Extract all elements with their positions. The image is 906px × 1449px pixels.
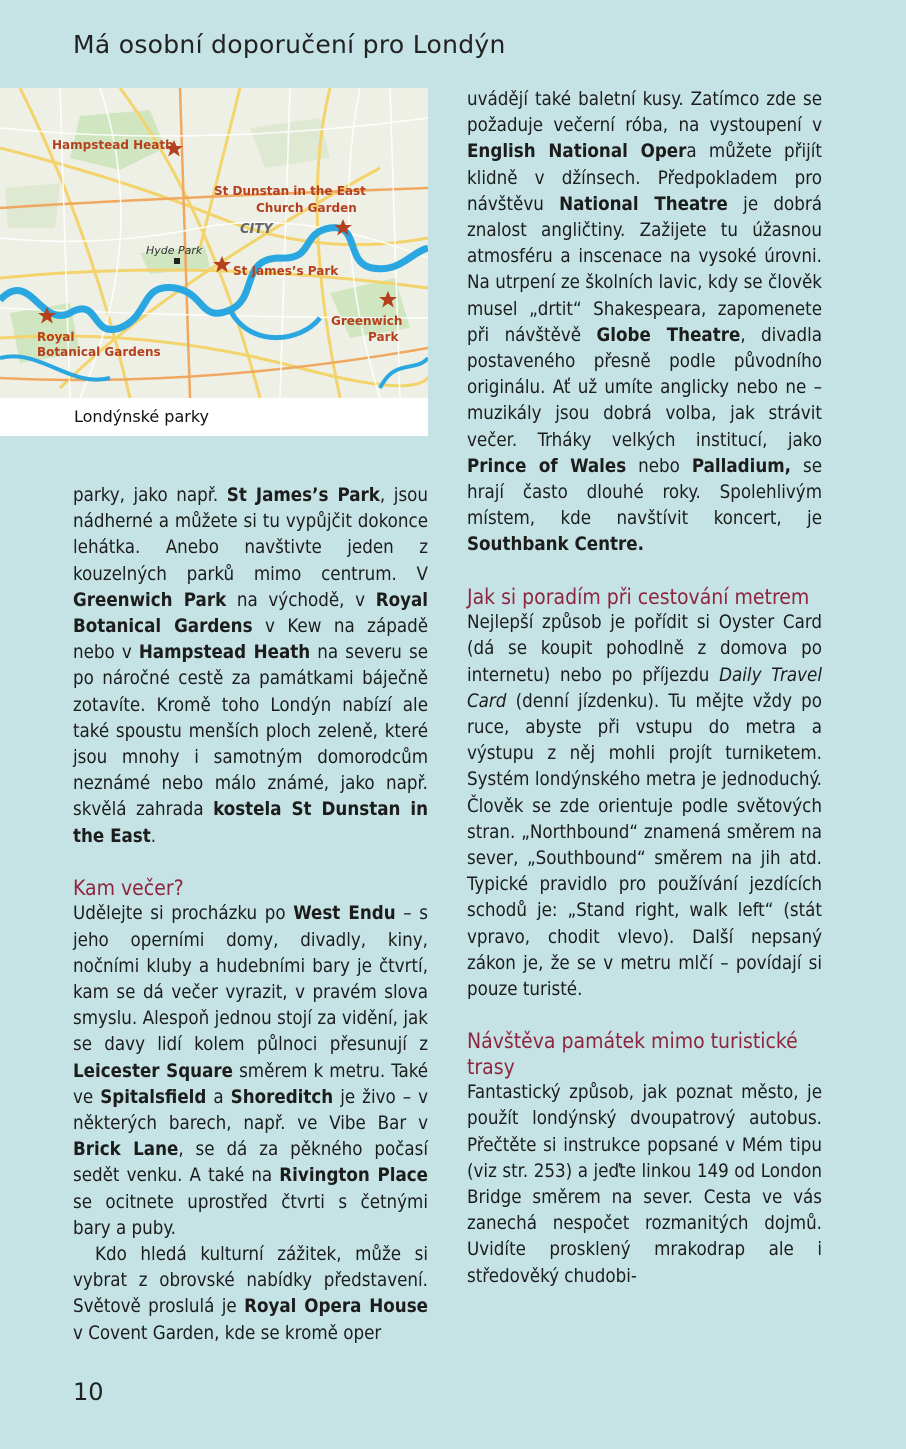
text-run: a můžete přijít klidně v džínsech. Předpokladem pro návštěvu [467,141,822,215]
bold-term: National Theatre [559,193,728,215]
right-column [467,87,822,1290]
bold-term: Hampstead Heath [138,642,311,664]
text-run: , jsou nádherné a můžete si tu vypůjčit dokonce lehátka. Anebo navštivte jeden z kouzelných parků mimo centrum. V [73,485,428,585]
text-run: a [206,1086,231,1108]
bold-term: Leicester Square [73,1060,233,1082]
bold-term: Palladium, [691,455,792,477]
text-run: se ocitnete uprostřed čtvrti s četnými bary a puby. [73,1191,428,1239]
london-parks-map [0,88,428,436]
text-run: , divadla postaveného přesně podle původního originálu. Ať už umíte anglicky nebo ne – muzikály jsou dobrá volba, jak strávit večer. Trháky velkých institucí, jako [467,324,822,451]
map-label-dunstan: St Dunstan in the East [214,184,366,198]
bold-term: Royal Botanical Gardens [73,589,428,638]
text-run: Udělejte si procházku po [73,903,294,925]
bold-term: St James’s Park [226,485,380,506]
map-graphic [0,88,428,436]
bold-term: Globe Theatre [596,324,741,346]
bold-term: kostela St Dunstan in the East [73,799,429,847]
bold-term: Spitalsfield [100,1086,207,1108]
italic-term: Daily Travel Card [467,664,822,712]
paragraph-sights [467,1080,822,1290]
text-run: . [150,825,157,847]
bold-term: English National Oper [467,141,687,163]
paragraph-metro [467,610,822,1003]
bold-term: Brick Lane [73,1139,179,1161]
text-run: Fantastický způsob, jak poznat město, je použít londýnský dvoupatrový autobus. Přečtěte si instrukce popsané v Mém tipu (viz str. 253) a jeďte linkou 149 od London Bridge směrem na sever. Cesta ve vás zanechá nespočet rozmanitých dojmů. Uvidíte prosklený mrakodrap ale i středověký chudobi- [467,1082,822,1287]
bold-term: Prince of Wales [467,455,627,477]
text-run: parky, jako např. [73,485,227,506]
bold-term: West Endu [293,903,396,925]
heading-sights: Návštěva památek mimo turistické trasy [467,1029,798,1079]
map-label-dunstan-2: Church Garden [256,201,357,215]
text-run: směrem k metru. Také ve [73,1060,429,1108]
map-label-royal: Royal [37,330,75,344]
heading-evening: Kam večer? [73,875,184,900]
page-title: Má osobní doporučení pro Londýn [73,30,506,59]
text-run: je živo – v některých barech, např. ve Vibe Bar v [73,1086,428,1134]
map-label-greenwich-2: Park [368,330,399,344]
bold-term: Shoreditch [230,1086,334,1108]
paragraph-evening [73,901,428,1242]
map-label-royal-2: Botanical Gardens [37,345,161,359]
text-run: se hrají často dlouhé roky. Spolehlivým místem, kde navštívit koncert, je [467,455,822,530]
text-run: je dobrá znalost angličtiny. Zažijete tu úžasnou atmosféru a inscenace na vysoké úrovni. Na utrpení ze školních lavic, kdy se člověk musel „drtit“ Shakespeara, zapomenete při návštěvě [467,193,822,346]
bold-term: Greenwich Park [73,589,227,611]
map-caption: Londýnské parky [74,407,209,426]
map-label-greenwich: Greenwich [331,314,403,328]
text-run: na východě, v [226,589,376,611]
bold-term: Rivington Place [279,1165,428,1187]
text-run: (denní jízdenku). Tu mějte vždy po ruce, abyste při vstupu do metra a výstupu z něj mohli projít turniketem. Systém londýnského metra je jednoduchý. Člověk se zde orientuje podle světových stran. „Northbound“ znamená směrem na sever, „Southbound“ směrem na jih atd. Typické pravidlo pro používání jezdících schodů je: „Stand right, walk left“ (stát vpravo, chodit vlevo). Další nepsaný zákon je, že se v metru mlčí – povídají si pouze turisté. [467,690,822,1000]
text-run: Kdo hledá kulturní zážitek, může si vybrat z obrovské nabídky představení. Světově proslulá je [73,1243,428,1318]
text-run: Nejlepší způsob je pořídit si Oyster Card (dá se koupit pohodlně z domova po internetu) nebo po příjezdu [467,612,822,686]
text-run: uvádějí také baletní kusy. Zatímco zde se požaduje večerní róba, na vystoupení v [467,89,822,137]
text-run: v Kew na západě nebo v [73,616,428,664]
left-column [73,483,428,1347]
text-run: , se dá za pěkného počasí sedět venku. A také na [73,1139,428,1187]
page-number: 10 [73,1378,104,1406]
bold-term: Southbank Centre. [467,534,644,556]
text-run: nebo [626,455,692,477]
paragraph-parks [73,483,428,850]
map-label-city: CITY [240,222,273,237]
paragraph-theatre [467,87,822,559]
paragraph-culture [73,1242,428,1347]
map-label-hampstead: Hampstead Heath [52,138,174,152]
map-label-st-james: St James’s Park [233,264,339,278]
heading-metro: Jak si poradím při cestování metrem [467,584,810,609]
hyde-park-marker [174,258,180,264]
text-run: v Covent Garden, kde se kromě oper [73,1322,382,1344]
text-run: – s jeho operními domy, divadly, kiny, nočními kluby a hudebními bary je čtvrtí, kam se dá večer vyrazit, v pravém slova smyslu. Alespoň jednou stojí za vidění, jak se davy lidí kolem půlnoci přesunují z [73,903,428,1056]
bold-term: Royal Opera House [244,1296,428,1318]
text-run: na severu se po náročné cestě za památkami báječně zotavíte. Kromě toho Londýn nabízí ale také spoustu menších ploch zeleně, které jsou mnohy i samotným domorodcům neznámé nebo málo známé, jako např. skvělá zahrada [73,642,429,821]
map-label-hyde-park: Hyde Park [146,244,203,257]
